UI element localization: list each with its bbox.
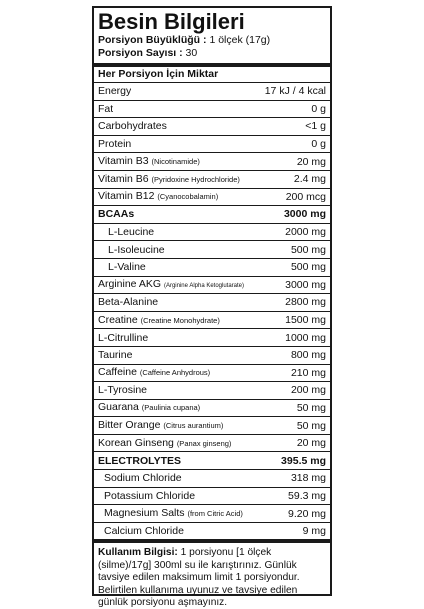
nutrient-row	[94, 470, 330, 488]
serving-size-value: 1 ölçek (17g)	[209, 34, 271, 46]
nutrient-name: Vitamin B12	[98, 190, 155, 203]
nutrient-amount: 500 mg	[290, 243, 326, 256]
nutrient-row	[94, 347, 330, 365]
nutrient-note: (Citrus aurantium)	[163, 421, 224, 431]
nutrient-amount: 9.20 mg	[288, 507, 326, 520]
nutrient-row	[94, 224, 330, 242]
nutrient-amount: 0 g	[311, 138, 326, 151]
nutrient-note: (Arginine Alpha Ketoglutarate)	[163, 282, 245, 289]
nutrient-name: Energy	[98, 85, 132, 98]
nutrient-name: Calcium Chloride	[104, 525, 184, 538]
nutrient-row	[94, 83, 330, 101]
nutrient-name: L-Isoleucine	[108, 243, 165, 256]
nutrient-amount: 800 mg	[290, 349, 326, 362]
nutrient-note: (Creatine Monohydrate)	[140, 315, 220, 325]
nutrient-row	[94, 329, 330, 347]
nutrient-name: Bitter Orange	[98, 419, 161, 432]
nutrient-name-cell	[98, 206, 134, 222]
nutrient-row	[94, 189, 330, 207]
nutrient-name: Vitamin B6	[98, 172, 149, 185]
nutrient-amount: 20 mg	[296, 155, 326, 168]
nutrient-name-cell	[98, 417, 223, 434]
nutrient-name-cell	[98, 276, 244, 294]
nutrient-amount: 50 mg	[296, 419, 326, 432]
nutrient-amount: 3000 mg	[283, 208, 326, 221]
nutrient-row	[94, 136, 330, 154]
nutrient-name-cell	[98, 171, 240, 188]
nutrient-name: Potassium Chloride	[104, 489, 196, 502]
nutrient-row	[94, 153, 330, 171]
nutrient-row	[94, 488, 330, 506]
nutrient-name-cell	[98, 330, 148, 346]
nutrient-name: Creatine	[98, 313, 138, 326]
nutrient-note: (Nicotinamide)	[151, 157, 200, 167]
nutrient-name: Caffeine	[98, 366, 137, 379]
nutrient-amount: 395.5 mg	[281, 454, 326, 467]
nutrient-name: Korean Ginseng	[98, 436, 174, 449]
nutrient-note: (Caffeine Anhydrous)	[139, 368, 211, 378]
nutrient-name: L-Tyrosine	[98, 384, 148, 397]
nutrient-row	[94, 417, 330, 435]
nutrient-amount: 59.3 mg	[288, 489, 326, 502]
nutrient-row	[94, 523, 330, 541]
nutrient-name: Magnesium Salts	[104, 507, 185, 520]
nutrient-name-cell	[104, 523, 184, 539]
nutrient-name-cell	[98, 136, 131, 152]
nutrient-amount: 17 kJ / 4 kcal	[264, 85, 326, 98]
nutrient-row	[94, 365, 330, 383]
table-header: Her Porsiyon İçin Miktar	[94, 67, 330, 83]
nutrient-row	[94, 277, 330, 295]
usage-text: 1 porsiyonu [1 ölçek (silme)/17g] 300ml su ile karıştırınız. Günlük tavsiye edilen maksimum limit 1 porsiyondur. Belirtilen kullanıma uyunuz ve tavsiye edilen günlük porsiyonu aşmayınız.	[98, 547, 300, 609]
nutrient-amount: 210 mg	[290, 366, 326, 379]
nutrient-name: Vitamin B3	[98, 155, 149, 168]
nutrient-amount: 1000 mg	[285, 331, 326, 344]
nutrient-name: Carbohydrates	[98, 120, 167, 133]
nutrient-amount: 200 mcg	[285, 190, 326, 203]
nutrient-note: (Paulinia cupana)	[141, 403, 201, 413]
nutrient-name: Fat	[98, 102, 114, 115]
nutrient-name-cell	[108, 259, 146, 275]
nutrient-table	[94, 83, 330, 540]
nutrient-note: (Panax ginseng)	[176, 438, 232, 448]
nutrient-amount: 2800 mg	[285, 296, 326, 309]
nutrient-amount: <1 g	[305, 120, 326, 133]
nutrient-name: BCAAs	[98, 208, 135, 221]
servings-value: 30	[185, 47, 198, 59]
nutrient-name: Arginine AKG	[98, 277, 162, 290]
nutrient-name-cell	[108, 224, 154, 240]
nutrient-amount: 1500 mg	[285, 314, 326, 327]
nutrient-amount: 20 mg	[296, 437, 326, 450]
serving-size-label: Porsiyon Büyüklüğü :	[98, 34, 207, 46]
nutrient-name-cell	[98, 294, 158, 310]
usage-label: Kullanım Bilgisi:	[98, 547, 178, 559]
nutrient-name: Taurine	[98, 349, 133, 362]
nutrient-row	[94, 505, 330, 523]
nutrient-note: (Pyridoxine Hydrochloride)	[151, 174, 240, 184]
nutrient-name-cell	[104, 470, 182, 486]
usage-info	[94, 540, 330, 609]
serving-size	[98, 34, 326, 47]
nutrient-amount: 500 mg	[290, 261, 326, 274]
nutrient-amount: 9 mg	[302, 525, 326, 538]
nutrient-row	[94, 382, 330, 400]
nutrient-row	[94, 206, 330, 224]
nutrient-name-cell	[98, 83, 131, 99]
nutrient-name-cell	[98, 347, 132, 363]
nutrient-row	[94, 435, 330, 453]
nutrient-amount: 200 mg	[290, 384, 326, 397]
nutrient-name-cell	[98, 101, 113, 117]
nutrient-name: L-Citrulline	[98, 331, 149, 344]
nutrient-amount: 2000 mg	[285, 226, 326, 239]
nutrient-name-cell	[108, 242, 165, 258]
nutrient-row	[94, 312, 330, 330]
nutrient-name-cell	[98, 382, 147, 398]
nutrient-name-cell	[98, 453, 181, 469]
nutrient-row	[94, 259, 330, 277]
nutrient-name-cell	[98, 188, 218, 205]
nutrient-amount: 318 mg	[290, 472, 326, 485]
nutrient-name: Sodium Chloride	[104, 472, 182, 485]
nutrient-row	[94, 241, 330, 259]
nutrient-name: L-Valine	[108, 261, 146, 274]
nutrition-facts-label	[92, 6, 332, 609]
nutrient-amount: 50 mg	[296, 401, 326, 414]
nutrient-row	[94, 118, 330, 136]
nutrient-row	[94, 171, 330, 189]
nutrient-name-cell	[98, 153, 200, 170]
nutrient-name: L-Leucine	[108, 226, 155, 239]
nutrient-amount: 2.4 mg	[293, 173, 326, 186]
nutrient-name-cell	[98, 312, 220, 329]
nutrient-name: Protein	[98, 138, 132, 151]
nutrient-row	[94, 294, 330, 312]
nutrient-name: ELECTROLYTES	[98, 454, 182, 467]
nutrient-name: Guarana	[98, 401, 139, 414]
nutrient-name-cell	[104, 488, 195, 504]
nutrient-name-cell	[104, 505, 243, 522]
nutrient-note: (Cyanocobalamin)	[157, 192, 219, 202]
servings-per-container	[98, 47, 326, 60]
nutrient-amount: 3000 mg	[285, 278, 326, 291]
nutrient-name: Beta-Alanine	[98, 296, 159, 309]
nutrient-name-cell	[98, 118, 167, 134]
nutrient-note: (from Citric Acid)	[187, 509, 243, 519]
label-title: Besin Bilgileri	[98, 9, 245, 34]
nutrient-name-cell	[98, 399, 200, 416]
nutrient-row	[94, 452, 330, 470]
nutrient-row	[94, 400, 330, 418]
nutrient-name-cell	[98, 364, 210, 381]
nutrient-row	[94, 101, 330, 119]
servings-label: Porsiyon Sayısı :	[98, 47, 183, 59]
nutrient-amount: 0 g	[311, 102, 326, 115]
nutrient-name-cell	[98, 435, 231, 452]
